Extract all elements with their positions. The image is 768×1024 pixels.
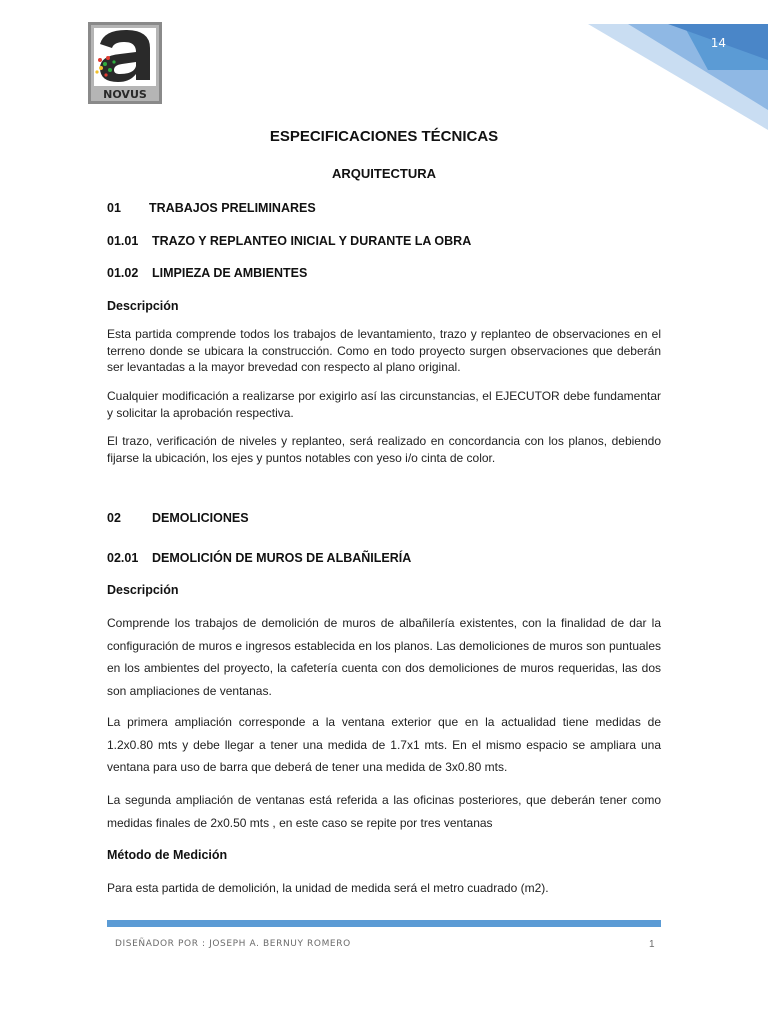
section-heading-01	[107, 201, 316, 215]
novus-logo	[88, 22, 162, 104]
section-heading-02	[107, 511, 249, 525]
description-heading: Descripción	[107, 299, 179, 313]
paragraph: Cualquier modificación a realizarse por exigirlo así las circunstancias, el EJECUTOR debe fundamentar y solicitar la aprobación respectiva.	[107, 389, 661, 420]
document-title: ESPECIFICACIONES TÉCNICAS	[269, 128, 499, 145]
item-title: LIMPIEZA DE AMBIENTES	[152, 266, 308, 280]
section-code: 02	[107, 511, 121, 525]
item-code: 01.02	[107, 266, 139, 280]
paragraph: Comprende los trabajos de demolición de muros de albañilería existentes, con la finalidad de dar la configuración de muros e ingresos establecida en los planos. Las demoliciones de muros son puntuales en los ambientes del proyecto, la cafetería cuenta con dos demoliciones de muros requeridas, las dos son ampliaciones de ventanas.	[107, 616, 661, 698]
item-title: TRAZO Y REPLANTEO INICIAL Y DURANTE LA OBRA	[152, 234, 472, 248]
corner-decoration	[588, 0, 768, 140]
section-title: DEMOLICIONES	[152, 511, 249, 525]
paragraph: La primera ampliación corresponde a la ventana exterior que en la actualidad tiene medidas de 1.2x0.80 mts y debe llegar a tener una medida de 1.7x1 mts. En el mismo espacio se ampliara una ventana para uso de barra que deberá de tener una medida de 3x0.80 mts.	[107, 715, 661, 774]
logo-lettering: NOVUS	[103, 88, 147, 101]
paragraph: La segunda ampliación de ventanas está referida a las oficinas posteriores, que deberán tener como medidas finales de 2x0.50 mts , en este caso se repite por tres ventanas	[107, 793, 661, 830]
method-heading: Método de Medición	[107, 848, 228, 862]
item-heading-01-02	[107, 266, 307, 280]
footer-bar	[107, 920, 661, 927]
section-code: 01	[107, 201, 121, 215]
paragraph: Para esta partida de demolición, la unidad de medida será el metro cuadrado (m2).	[107, 881, 549, 895]
paragraph: El trazo, verificación de niveles y replanteo, será realizado en concordancia con los planos, debiendo fijarse la ubicación, los ejes y puntos notables con yeso i/o cinta de color.	[107, 434, 661, 465]
item-heading-01-01	[107, 234, 471, 248]
item-code: 01.01	[107, 234, 139, 248]
header-page-number: 14	[710, 36, 726, 50]
document-subtitle: ARQUITECTURA	[332, 166, 436, 181]
item-heading-02-01	[107, 551, 411, 565]
footer-page-number: 1	[649, 939, 655, 950]
item-title: DEMOLICIÓN DE MUROS DE ALBAÑILERÍA	[152, 551, 412, 565]
item-code: 02.01	[107, 551, 139, 565]
paragraph: Esta partida comprende todos los trabajos de levantamiento, trazo y replanteo de observaciones en el terreno donde se ubicara la construcción. Como en todo proyecto surgen observaciones que deberán ser levantadas a la mayor brevedad con respecto al plano original.	[107, 327, 661, 374]
description-heading: Descripción	[107, 583, 179, 597]
footer-designer: DISEÑADOR POR : JOSEPH A. BERNUY ROMERO	[115, 939, 351, 949]
section-title: TRABAJOS PRELIMINARES	[149, 201, 316, 215]
